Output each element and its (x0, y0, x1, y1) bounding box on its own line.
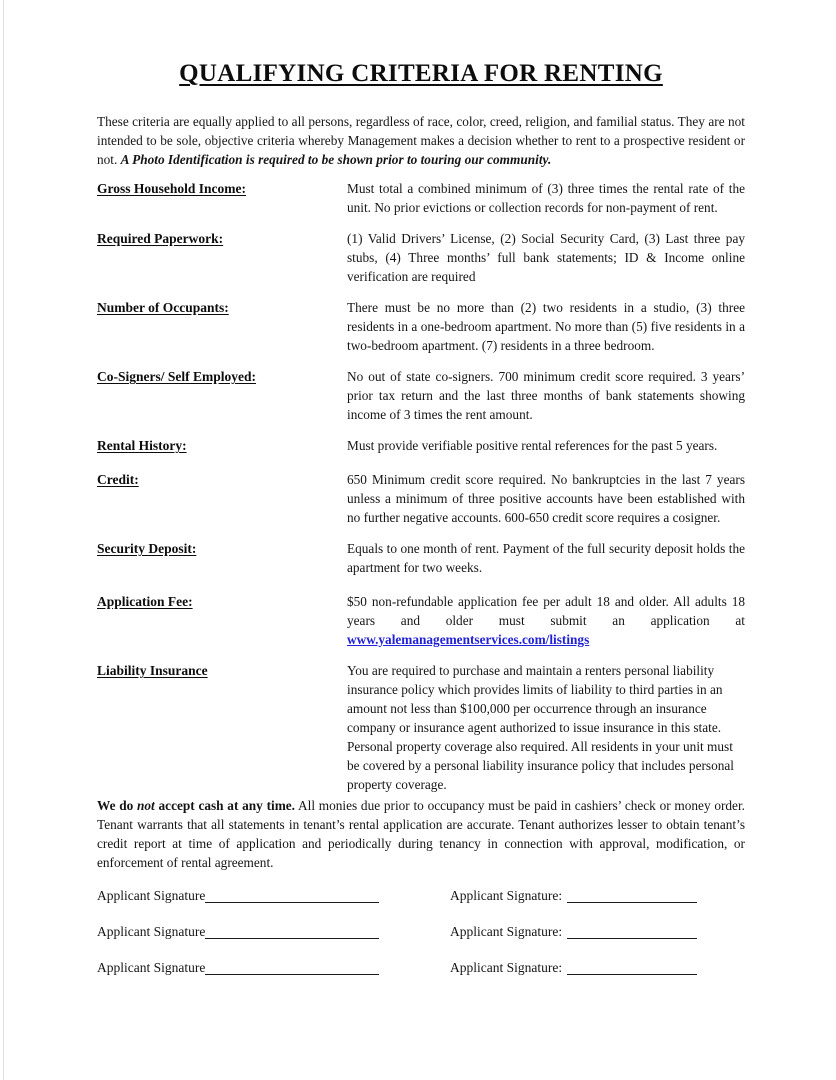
criteria-row-liability-insurance (97, 661, 745, 794)
signature-cell-left (97, 886, 450, 905)
signature-cell-right (450, 922, 697, 941)
criteria-label: Number of Occupants: (97, 300, 229, 315)
criteria-row-application-fee (97, 592, 745, 649)
criteria-description: 650 Minimum credit score required. No bankruptcies in the last 7 years unless a minimum of three positive accounts have been established with no further negative accounts. 600-650 credit score requires a cosigner. (347, 472, 745, 525)
criteria-row-cosigners (97, 367, 745, 424)
criteria-label: Co-Signers/ Self Employed: (97, 369, 257, 384)
criteria-description: (1) Valid Drivers’ License, (2) Social Security Card, (3) Last three pay stubs, (4) Three months’ full bank statements; ID & Income online verification are required (347, 231, 745, 284)
criteria-row-rental-history (97, 436, 745, 455)
criteria-description: Equals to one month of rent. Payment of the full security deposit holds the apartment for two weeks. (347, 541, 745, 575)
no-cash-tail: accept cash at any time. (154, 798, 296, 813)
page-title (97, 60, 745, 88)
criteria-section (97, 179, 745, 794)
closing-body-text: All monies due prior to occupancy must be paid in cashiers’ check or money order. Tenant warrants that all statements in tenant’s rental application are accurate. Tenant authorizes lesser to obtain tenant’s credit report at time of application and periodically during tenancy in connection with approval, modification, or enforcement of rental agreement. (97, 798, 745, 870)
criteria-description: Must provide verifiable positive rental references for the past 5 years. (347, 438, 718, 453)
signature-label: Applicant Signature (97, 888, 206, 903)
criteria-label: Required Paperwork: (97, 231, 224, 246)
criteria-description: You are required to purchase and maintain a renters personal liability insurance policy which provides limits of liability to third parties in an amount not less than $100,000 per occurrence through an insurance company or insurance agent authorized to issue insurance in this state. Personal property coverage also required. All residents in your unit must be covered by a personal liability insurance policy that includes personal property coverage. (347, 663, 734, 792)
criteria-row-paperwork (97, 229, 745, 286)
intro-text: These criteria are equally applied to all persons, regardless of race, color, creed, religion, and familial status. They are not intended to be sole, objective criteria whereby Management makes a decision whether to rent to a prospective resident or not. (97, 114, 745, 167)
criteria-label: Application Fee: (97, 594, 193, 609)
signature-row (97, 922, 745, 941)
signature-line (205, 891, 379, 903)
signature-line (567, 927, 697, 939)
criteria-row-credit (97, 470, 745, 527)
signature-row (97, 886, 745, 905)
criteria-label: Gross Household Income: (97, 181, 247, 196)
photo-id-notice: A Photo Identification is required to be shown prior to touring our community. (120, 152, 552, 167)
no-cash-emphasis: not (137, 798, 155, 813)
signature-line (567, 963, 697, 975)
criteria-label: Security Deposit: (97, 541, 197, 556)
criteria-label: Credit: (97, 472, 139, 487)
application-fee-text: $50 non-refundable application fee per adult 18 and older. All adults 18 years and older must submit an application at (347, 594, 745, 628)
criteria-description: Must total a combined minimum of (3) three times the rental rate of the unit. No prior evictions or collection records for non-payment of rent. (347, 181, 745, 215)
signature-label: Applicant Signature: (450, 888, 563, 903)
no-cash-lead: We do (97, 798, 138, 813)
closing-paragraph (97, 796, 745, 872)
page-title-text: QUALIFYING CRITERIA FOR RENTING (179, 60, 663, 87)
intro-paragraph (97, 112, 745, 169)
signature-label: Applicant Signature (97, 960, 206, 975)
signature-cell-right (450, 886, 697, 905)
signature-cell-left (97, 922, 450, 941)
signature-label: Applicant Signature: (450, 924, 563, 939)
signature-line (205, 927, 379, 939)
signature-label: Applicant Signature (97, 924, 206, 939)
criteria-description: There must be no more than (2) two residents in a studio, (3) three residents in a one-bedroom apartment. No more than (5) five residents in a two-bedroom apartment. (7) residents in a three bedroom. (347, 300, 745, 353)
signature-row (97, 958, 745, 977)
document-content (97, 60, 745, 994)
criteria-row-gross-income (97, 179, 745, 217)
criteria-row-occupants (97, 298, 745, 355)
criteria-row-security-deposit (97, 539, 745, 577)
criteria-description: No out of state co-signers. 700 minimum credit score required. 3 years’ prior tax return and the last three months of bank statements showing income of 3 times the rent amount. (347, 369, 745, 422)
criteria-description (347, 592, 745, 649)
signature-section (97, 886, 745, 977)
signature-cell-right (450, 958, 697, 977)
signature-cell-left (97, 958, 450, 977)
page-edge-line (3, 0, 4, 1080)
signature-label: Applicant Signature: (450, 960, 563, 975)
no-cash-notice (97, 798, 295, 813)
listings-link[interactable]: www.yalemanagementservices.com/listings (347, 632, 590, 647)
criteria-label: Liability Insurance (97, 663, 208, 678)
criteria-label: Rental History: (97, 438, 187, 453)
signature-line (567, 891, 697, 903)
signature-line (205, 963, 379, 975)
